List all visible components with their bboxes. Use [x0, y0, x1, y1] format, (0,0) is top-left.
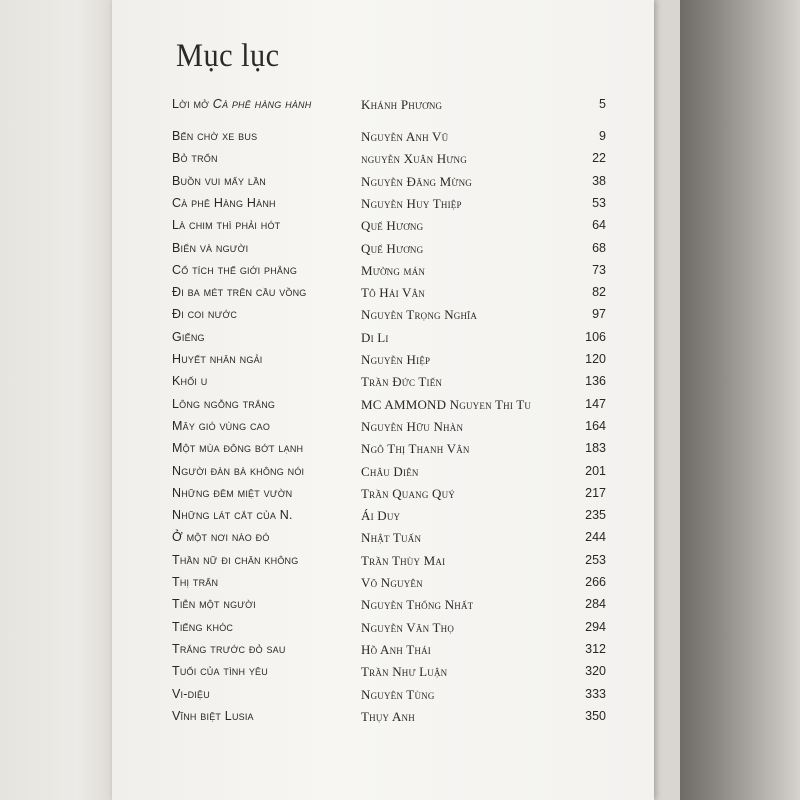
left-page-edge: [0, 0, 112, 800]
book-page: [112, 0, 654, 800]
toc-author: nguyễn Xuân Hưng: [361, 151, 467, 167]
table-row: [112, 397, 654, 417]
toc-title: Vi-diệu: [172, 686, 210, 701]
toc-page: 320: [585, 664, 606, 679]
table-row: [112, 597, 654, 617]
toc-title: Vĩnh biệt Lusia: [172, 708, 254, 723]
table-row: [112, 553, 654, 573]
toc-page: 235: [585, 508, 606, 523]
toc-title: Ở một nơi nào đó: [172, 530, 270, 545]
toc-page: 120: [585, 352, 606, 366]
toc-title: Giếng: [172, 329, 205, 344]
toc-page: 38: [592, 173, 606, 188]
toc-page: 82: [592, 285, 606, 300]
toc-author: Trần Quang Quý: [361, 485, 456, 501]
table-row: [112, 352, 654, 372]
table-row: [112, 664, 654, 684]
table-row: [112, 241, 654, 261]
toc-page: 53: [592, 195, 606, 210]
toc-title: Cổ tích thế giới phẳng: [172, 262, 298, 277]
toc-author: Châu Diên: [361, 463, 419, 479]
toc-title: Đi ba mét trên cầu vồng: [172, 285, 307, 300]
toc-title-prefix: Lời mở: [172, 97, 213, 111]
toc-title: Trắng trước đỏ sau: [172, 641, 286, 656]
toc-title: Là chim thì phải hót: [172, 218, 281, 233]
toc-author: Nguyễn Huy Thiệp: [361, 195, 462, 211]
toc-title: Tiếng khóc: [172, 619, 234, 634]
toc-author: Võ Nguyên: [361, 575, 423, 590]
toc-title: Huyết nhân ngải: [172, 352, 263, 366]
table-row: [112, 151, 654, 171]
toc-title: [172, 97, 311, 111]
toc-page: 97: [592, 307, 606, 322]
toc-title: Bến chờ xe bus: [172, 129, 258, 143]
toc-title: Tuổi của tình yêu: [172, 664, 268, 679]
toc-title: Người đàn bà không nói: [172, 463, 305, 478]
table-row: [112, 620, 654, 640]
toc-title: Khối u: [172, 374, 208, 389]
toc-page: 5: [599, 97, 606, 111]
toc-author: Quế Hương: [361, 218, 424, 234]
toc-author: Trần Như Luận: [361, 664, 448, 680]
table-row: [112, 196, 654, 216]
toc-author: Nguyễn Văn Thọ: [361, 619, 455, 635]
toc-title: Tiễn một người: [172, 597, 256, 612]
toc-title: Một mùa đông bớt lạnh: [172, 441, 304, 456]
toc-page: 201: [585, 463, 606, 478]
toc-page: 73: [592, 262, 606, 277]
table-row: [112, 709, 654, 729]
table-row: [112, 330, 654, 350]
toc-author: Nguyễn Anh Vũ: [361, 129, 449, 144]
toc-title: Thị trấn: [172, 575, 219, 589]
toc-title: Biển và người: [172, 240, 249, 255]
table-row: [112, 508, 654, 528]
toc-page: 22: [592, 151, 606, 166]
toc-author: Mường mán: [361, 262, 426, 278]
toc-author: Trần Thùy Mai: [361, 552, 446, 568]
toc-page: 106: [585, 329, 606, 344]
table-row: [112, 642, 654, 662]
toc-author: Ái Duy: [361, 508, 401, 524]
page-title: Mục lục: [176, 38, 280, 74]
toc-page: 68: [592, 240, 606, 255]
background-right: [680, 0, 800, 800]
toc-author: Quế Hương: [361, 240, 424, 256]
toc-page: 183: [585, 441, 606, 456]
toc-author: Ngô Thị Thanh Vân: [361, 441, 470, 457]
table-row: [112, 687, 654, 707]
toc-title: Thần nữ đi chân không: [172, 552, 299, 567]
toc-page: 294: [585, 619, 606, 634]
toc-author: Thụy Anh: [361, 708, 415, 724]
table-row: [112, 575, 654, 595]
toc-title: Những lát cắt của N.: [172, 508, 293, 523]
table-row: [112, 530, 654, 550]
toc-page: 266: [585, 575, 606, 589]
toc-page: 136: [585, 374, 606, 389]
toc-page: 9: [599, 129, 606, 143]
table-row: [112, 174, 654, 194]
table-row: [112, 486, 654, 506]
table-row: [112, 307, 654, 327]
toc-page: 64: [592, 218, 606, 233]
toc-author: Khánh Phương: [361, 97, 443, 112]
toc-page: 350: [585, 708, 606, 723]
toc-title: Lông ngỗng trắng: [172, 396, 276, 411]
toc-author: Nguyễn Hiệp: [361, 352, 431, 367]
toc-author: Nguyễn Trọng Nghĩa: [361, 307, 478, 323]
toc-page: 244: [585, 530, 606, 545]
toc-author: Di Li: [361, 329, 389, 345]
toc-title: Buồn vui mấy lần: [172, 173, 266, 188]
toc-author: Hồ Anh Thái: [361, 641, 431, 657]
toc-author: Trần Đức Tiến: [361, 374, 443, 390]
toc-author: Nguyễn Đăng Mừng: [361, 173, 473, 189]
toc-author: Tô Hải Vân: [361, 285, 425, 301]
toc-author: Nhật Tuấn: [361, 530, 422, 546]
toc-title: Những đêm miệt vườn: [172, 485, 293, 500]
toc-author: MC AMMOND Nguyen Thi Tu: [361, 396, 532, 412]
table-row: [112, 464, 654, 484]
table-row: [112, 441, 654, 461]
toc-author: Nguyễn Hữu Nhàn: [361, 418, 464, 434]
table-row: [112, 374, 654, 394]
toc-title: Cà phê Hàng Hành: [172, 195, 276, 210]
table-row: [112, 218, 654, 238]
toc-page: 253: [585, 552, 606, 567]
table-row: [112, 285, 654, 305]
toc-page: 164: [585, 418, 606, 433]
toc-author: Nguyễn Thống Nhất: [361, 597, 474, 613]
table-row: [112, 419, 654, 439]
toc-title-italic: Cà phê hàng hành: [212, 97, 312, 111]
toc-title: Đi coi nước: [172, 307, 238, 322]
toc-page: 333: [585, 686, 606, 701]
toc-page: 217: [585, 485, 606, 500]
toc-author: Nguyên Tùng: [361, 686, 435, 702]
table-row: [112, 129, 654, 149]
toc-page: 284: [585, 597, 606, 612]
toc-page: 312: [585, 641, 606, 656]
toc-title: Bỏ trốn: [172, 151, 218, 166]
toc-page: 147: [585, 396, 606, 411]
table-row: [112, 263, 654, 283]
toc-row-preface: [112, 97, 654, 117]
toc-title: Mây gió vùng cao: [172, 418, 271, 433]
